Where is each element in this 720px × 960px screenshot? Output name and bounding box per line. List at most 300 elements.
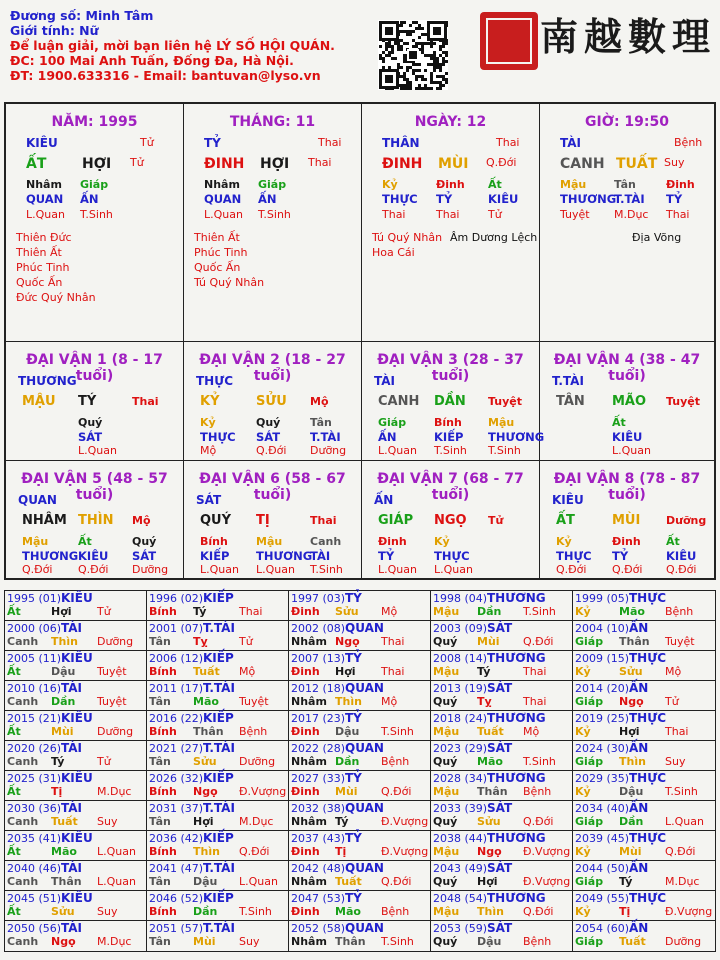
dai-van-hidden-stem: Giáp: [378, 416, 407, 429]
auspicious-star: Thiên Đức: [16, 231, 72, 244]
year-god: T.TÀI: [203, 621, 235, 635]
hidden-stem-stage: M.Dục: [614, 208, 649, 221]
dai-van-hidden-stage: L.Quan: [612, 444, 651, 457]
dai-van-stage: Thai: [310, 514, 337, 527]
year-branch: Hợi: [51, 605, 72, 618]
dai-van-1: [6, 342, 184, 461]
pillar-0: [6, 104, 184, 342]
year-stage: Thai: [523, 665, 547, 678]
dai-van-hidden-stage: Q.Đới: [612, 563, 643, 576]
year-branch: Mão: [193, 695, 219, 708]
year-branch: Ngọ: [477, 845, 502, 858]
year-stem: Giáp: [575, 875, 604, 888]
year-stem: Giáp: [575, 815, 604, 828]
pillar-stem-god: TỶ: [204, 136, 221, 150]
dai-van-title: ĐẠI VẬN 8 (78 - 87 tuổi): [553, 471, 701, 503]
year-branch: Mùi: [335, 785, 358, 798]
year-cell: [5, 831, 147, 861]
dai-van-hidden-god: KIÊU: [78, 549, 109, 563]
dai-van-branch: THÌN: [78, 513, 114, 528]
year-cell: [431, 591, 573, 621]
dai-van-hidden-stage: T.Sinh: [310, 563, 343, 576]
auspicious-star: Quốc Ấn: [194, 261, 241, 274]
year-label: 2032 (38): [291, 802, 346, 815]
hidden-stem-stage: Thai: [382, 208, 406, 221]
year-branch: Tuất: [619, 935, 646, 948]
dai-van-hidden-god: THƯƠNG: [256, 549, 313, 563]
dai-van-hidden-stem: Ất: [612, 416, 626, 429]
year-god: TỶ: [345, 711, 362, 725]
year-label: 2003 (09): [433, 622, 488, 635]
year-cell: [431, 801, 573, 831]
year-label: 2054 (60): [575, 922, 630, 935]
year-cell: [573, 591, 715, 621]
annual-luck-table: [4, 590, 716, 952]
year-stage: T.Sinh: [665, 785, 698, 798]
pillar-stem-stage: Thai: [318, 136, 342, 149]
year-label: 2049 (55): [575, 892, 630, 905]
auspicious-star: Quốc Ấn: [16, 276, 63, 289]
year-stage: T.Sinh: [381, 725, 414, 738]
year-branch: Tý: [335, 815, 349, 828]
hidden-stem-god: QUAN: [26, 192, 64, 206]
year-label: 1998 (04): [433, 592, 488, 605]
year-branch: Hợi: [477, 875, 498, 888]
year-cell: [431, 771, 573, 801]
year-god: QUAN: [345, 681, 384, 695]
year-cell: [289, 771, 431, 801]
dai-van-hidden-stem: Bính: [200, 535, 228, 548]
hidden-stem: Mậu: [560, 178, 587, 191]
dai-van-hidden-stage: Dưỡng: [310, 444, 347, 457]
year-stem: Kỷ: [575, 785, 591, 798]
year-branch: Thìn: [619, 755, 646, 768]
dai-van-hidden-god: KIÊU: [612, 430, 643, 444]
year-stage: L.Quan: [665, 815, 704, 828]
dai-van-title: ĐẠI VẬN 4 (38 - 47 tuổi): [553, 352, 701, 384]
brand-logo: 南越數理: [540, 14, 717, 59]
year-stem: Ất: [7, 785, 21, 798]
year-god: THƯƠNG: [487, 771, 546, 785]
dai-van-branch: TÝ: [78, 394, 97, 409]
year-branch: Dần: [477, 605, 502, 618]
dai-van-stem: TÂN: [556, 394, 585, 409]
year-stage: Bệnh: [665, 605, 694, 618]
year-stage: L.Quan: [239, 875, 278, 888]
hidden-stem-god: KIÊU: [488, 192, 519, 206]
year-god: TỶ: [345, 591, 362, 605]
year-cell: [573, 741, 715, 771]
year-branch: Tý: [51, 755, 65, 768]
year-stem: Bính: [149, 605, 177, 618]
hidden-stem-stage: Thai: [436, 208, 460, 221]
pillar-1: [184, 104, 362, 342]
year-label: 2012 (18): [291, 682, 346, 695]
year-branch: Tuất: [335, 875, 362, 888]
year-god: SÁT: [487, 681, 513, 695]
year-stem: Đinh: [291, 845, 320, 858]
dai-van-hidden-stem: Mậu: [256, 535, 283, 548]
dai-van-6: [184, 461, 362, 580]
red-seal-logo: [480, 12, 538, 70]
pillar-branch: MÙI: [438, 156, 469, 172]
dai-van-stem: KỶ: [200, 394, 220, 409]
hidden-stem-god: T.TÀI: [614, 192, 645, 206]
hidden-stem: Ất: [488, 178, 502, 191]
year-label: 2035 (41): [7, 832, 62, 845]
year-stem: Ất: [7, 905, 21, 918]
client-name: Đương số: Minh Tâm: [10, 8, 154, 23]
year-stem: Đinh: [291, 725, 320, 738]
year-cell: [573, 921, 715, 951]
dai-van-stem: CANH: [378, 394, 420, 409]
year-branch: Tị: [619, 905, 631, 918]
year-stem: Nhâm: [291, 935, 327, 948]
year-stem: Canh: [7, 815, 39, 828]
year-branch: Mão: [51, 845, 77, 858]
year-cell: [431, 891, 573, 921]
year-branch: Dậu: [335, 725, 360, 738]
year-branch: Thân: [51, 875, 82, 888]
year-cell: [573, 861, 715, 891]
year-label: 2043 (49): [433, 862, 488, 875]
year-cell: [431, 921, 573, 951]
year-god: KIÊU: [61, 771, 93, 785]
dai-van-title: ĐẠI VẬN 2 (18 - 27 tuổi): [199, 352, 346, 384]
pillar-stem-god: TÀI: [560, 136, 582, 150]
year-stage: Tuyệt: [665, 635, 695, 648]
year-stage: Bệnh: [239, 725, 268, 738]
year-label: 2007 (13): [291, 652, 346, 665]
year-stem: Canh: [7, 755, 39, 768]
year-stem: Tân: [149, 875, 171, 888]
year-cell: [147, 681, 289, 711]
year-stage: Dưỡng: [97, 635, 134, 648]
year-stage: Dưỡng: [97, 725, 134, 738]
dai-van-hidden-stem: Đinh: [612, 535, 641, 548]
auspicious-star: Tú Quý Nhân: [372, 231, 443, 244]
year-cell: [5, 651, 147, 681]
year-label: 2048 (54): [433, 892, 488, 905]
dai-van-branch: NGỌ: [434, 513, 467, 528]
year-god: ẤN: [629, 681, 649, 695]
year-cell: [289, 891, 431, 921]
year-label: 2029 (35): [575, 772, 630, 785]
year-branch: Mùi: [477, 635, 500, 648]
dai-van-branch: MÃO: [612, 394, 647, 409]
year-branch: Tý: [619, 875, 633, 888]
pillar-stem-god: KIÊU: [26, 136, 58, 150]
auspicious-star: Thiên Ất: [194, 231, 240, 244]
year-label: 2014 (20): [575, 682, 630, 695]
year-label: 2042 (48): [291, 862, 346, 875]
year-stem: Giáp: [575, 635, 604, 648]
dai-van-hidden-god: THỰC: [556, 549, 592, 563]
year-god: SÁT: [487, 801, 513, 815]
year-cell: [573, 801, 715, 831]
year-label: 2031 (37): [149, 802, 204, 815]
dai-van-hidden-stem: Bính: [434, 416, 462, 429]
year-stem: Kỷ: [575, 665, 591, 678]
year-cell: [289, 651, 431, 681]
hidden-stem: Đinh: [666, 178, 695, 191]
dai-van-hidden-stem: Quý: [132, 535, 157, 548]
year-branch: Dần: [51, 695, 76, 708]
year-branch: Thìn: [477, 905, 504, 918]
year-god: KIÊU: [61, 891, 93, 905]
dai-van-hidden-stage: L.Quan: [378, 444, 417, 457]
year-cell: [5, 621, 147, 651]
year-stage: Q.Đới: [523, 635, 554, 648]
hidden-stem: Đinh: [436, 178, 465, 191]
year-stage: Suy: [97, 905, 118, 918]
hidden-stem: Kỷ: [382, 178, 398, 191]
year-stage: Dưỡng: [239, 755, 276, 768]
year-cell: [573, 621, 715, 651]
year-branch: Tuất: [477, 725, 504, 738]
year-god: THỰC: [629, 711, 667, 725]
year-stem: Quý: [433, 875, 458, 888]
client-info: [10, 8, 335, 83]
pillar-branch-stage: Suy: [664, 156, 685, 169]
year-cell: [147, 591, 289, 621]
dai-van-hidden-stage: Q.Đới: [556, 563, 587, 576]
year-branch: Tuất: [193, 665, 220, 678]
year-stem: Tân: [149, 815, 171, 828]
dai-van-stem: MẬU: [22, 394, 56, 409]
year-god: TỶ: [345, 771, 362, 785]
dai-van-hidden-god: TỶ: [612, 549, 629, 563]
special-star: Địa Võng: [632, 231, 682, 244]
year-label: 2050 (56): [7, 922, 62, 935]
year-stem: Ất: [7, 665, 21, 678]
year-cell: [5, 591, 147, 621]
year-stem: Đinh: [291, 605, 320, 618]
dai-van-branch: MÙI: [612, 513, 641, 528]
year-stem: Nhâm: [291, 875, 327, 888]
year-stage: Thai: [665, 725, 689, 738]
year-branch: Thân: [193, 725, 224, 738]
year-cell: [431, 711, 573, 741]
chart-grid: [4, 102, 716, 580]
year-stage: Mộ: [381, 605, 398, 618]
year-god: THƯƠNG: [487, 711, 546, 725]
year-god: KIẾP: [203, 651, 234, 665]
year-branch: Sửu: [477, 815, 501, 828]
year-stem: Bính: [149, 665, 177, 678]
year-branch: Tị: [335, 845, 347, 858]
year-label: 2013 (19): [433, 682, 488, 695]
year-stage: Tử: [97, 755, 111, 768]
year-label: 2000 (06): [7, 622, 62, 635]
year-label: 2023 (29): [433, 742, 488, 755]
year-stage: Bệnh: [381, 755, 410, 768]
year-cell: [5, 771, 147, 801]
auspicious-star: Phúc Tinh: [194, 246, 248, 259]
year-label: 2047 (53): [291, 892, 346, 905]
contact-invite: Để luận giải, mời bạn liên hệ LÝ SỐ HỘI QUÁN.: [10, 38, 335, 53]
year-cell: [5, 801, 147, 831]
pillar-stem: ĐINH: [204, 156, 245, 172]
pillar-stem-stage: Thai: [496, 136, 520, 149]
year-stage: Q.Đới: [523, 905, 554, 918]
year-stage: T.Sinh: [381, 935, 414, 948]
pillar-title: THÁNG: 11: [229, 114, 316, 130]
year-stem: Nhâm: [291, 635, 327, 648]
year-branch: Dậu: [619, 785, 644, 798]
year-stage: Thai: [381, 665, 405, 678]
dai-van-hidden-god: TỶ: [378, 549, 395, 563]
dai-van-hidden-stem: Tân: [310, 416, 332, 429]
year-stage: Bệnh: [523, 785, 552, 798]
dai-van-hidden-stage: T.Sinh: [488, 444, 521, 457]
year-branch: Ngọ: [335, 635, 360, 648]
year-stage: Q.Đới: [381, 785, 412, 798]
year-cell: [289, 681, 431, 711]
year-god: THỰC: [629, 591, 667, 605]
year-god: THƯƠNG: [487, 651, 546, 665]
year-label: 2039 (45): [575, 832, 630, 845]
dai-van-hidden-god: KIÊU: [666, 549, 697, 563]
year-branch: Hợi: [619, 725, 640, 738]
dai-van-hidden-god: KIẾP: [434, 430, 464, 444]
year-label: 2041 (47): [149, 862, 204, 875]
hidden-stem-god: THƯƠNG: [560, 192, 617, 206]
year-stem: Kỷ: [575, 605, 591, 618]
year-label: 2025 (31): [7, 772, 62, 785]
year-god: SÁT: [487, 921, 513, 935]
year-god: ẤN: [629, 801, 649, 815]
year-god: TỶ: [345, 831, 362, 845]
year-cell: [147, 801, 289, 831]
year-god: T.TÀI: [203, 921, 235, 935]
year-label: 2036 (42): [149, 832, 204, 845]
year-stem: Kỷ: [575, 845, 591, 858]
dai-van-hidden-stem: Canh: [310, 535, 342, 548]
year-cell: [573, 891, 715, 921]
dai-van-title: ĐẠI VẬN 1 (8 - 17 tuổi): [26, 352, 163, 384]
year-label: 2018 (24): [433, 712, 488, 725]
year-label: 2001 (07): [149, 622, 204, 635]
pillar-title: GIỜ: 19:50: [585, 114, 669, 130]
year-cell: [147, 651, 289, 681]
dai-van-hidden-stage: L.Quan: [78, 444, 117, 457]
dai-van-hidden-god: SÁT: [132, 549, 157, 563]
hidden-stem-stage: L.Quan: [26, 208, 65, 221]
dai-van-hidden-stem: Quý: [256, 416, 281, 429]
dai-van-hidden-stage: L.Quan: [200, 563, 239, 576]
year-stage: Tuyệt: [239, 695, 269, 708]
year-label: 1995 (01): [7, 592, 62, 605]
year-branch: Sửu: [193, 755, 217, 768]
dai-van-stage: Dưỡng: [666, 514, 707, 527]
year-stage: T.Sinh: [239, 905, 272, 918]
year-stage: Đ.Vượng: [239, 785, 287, 798]
year-god: KIÊU: [61, 831, 93, 845]
year-cell: [5, 681, 147, 711]
year-label: 2011 (17): [149, 682, 204, 695]
dai-van-hidden-god: T.TÀI: [310, 430, 341, 444]
dai-van-god: THƯƠNG: [18, 374, 77, 388]
year-label: 2008 (14): [433, 652, 488, 665]
year-label: 2004 (10): [575, 622, 630, 635]
year-stage: Suy: [239, 935, 260, 948]
dai-van-hidden-stage: L.Quan: [378, 563, 417, 576]
year-stem: Mậu: [433, 605, 460, 618]
year-stage: Đ.Vượng: [523, 875, 571, 888]
year-stem: Kỷ: [575, 905, 591, 918]
dai-van-hidden-stem: Quý: [78, 416, 103, 429]
year-label: 2045 (51): [7, 892, 62, 905]
hidden-stem-stage: T.Sinh: [258, 208, 291, 221]
year-label: 2033 (39): [433, 802, 488, 815]
qr-code: [378, 20, 448, 90]
year-god: QUAN: [345, 621, 384, 635]
year-cell: [147, 741, 289, 771]
year-stem: Mậu: [433, 845, 460, 858]
year-cell: [147, 831, 289, 861]
dai-van-hidden-god: SÁT: [256, 430, 281, 444]
year-stem: Nhâm: [291, 695, 327, 708]
year-stem: Ất: [7, 725, 21, 738]
year-branch: Dần: [193, 905, 218, 918]
auspicious-star: Hoa Cái: [372, 246, 415, 259]
pillar-branch: TUẤT: [616, 156, 658, 172]
year-stage: Dưỡng: [665, 935, 702, 948]
year-stage: T.Sinh: [523, 755, 556, 768]
year-label: 1996 (02): [149, 592, 204, 605]
dai-van-hidden-stem: Kỷ: [200, 416, 216, 429]
year-cell: [573, 831, 715, 861]
year-god: TỶ: [345, 651, 362, 665]
year-god: KIÊU: [61, 591, 93, 605]
auspicious-star: Thiên Ất: [16, 246, 62, 259]
contact-phone-email: ĐT: 1900.633316 - Email: bantuvan@lyso.vn: [10, 68, 321, 83]
year-branch: Mão: [335, 905, 361, 918]
dai-van-god: T.TÀI: [552, 374, 584, 388]
dai-van-7: [362, 461, 540, 580]
year-branch: Tỵ: [477, 695, 492, 708]
year-label: 2046 (52): [149, 892, 204, 905]
year-label: 2040 (46): [7, 862, 62, 875]
dai-van-god: ẤN: [374, 493, 394, 507]
dai-van-hidden-stage: T.Sinh: [434, 444, 467, 457]
year-branch: Dậu: [477, 935, 502, 948]
year-branch: Mùi: [51, 725, 74, 738]
year-label: 2019 (25): [575, 712, 630, 725]
year-god: SÁT: [487, 741, 513, 755]
year-stage: Đ.Vượng: [381, 815, 429, 828]
year-branch: Tý: [477, 665, 491, 678]
year-stage: M.Dục: [239, 815, 274, 828]
year-cell: [289, 921, 431, 951]
year-stem: Ất: [7, 845, 21, 858]
year-branch: Tị: [51, 785, 63, 798]
dai-van-4: [540, 342, 714, 461]
year-label: 1997 (03): [291, 592, 346, 605]
year-god: TÀI: [61, 621, 83, 635]
year-label: 2052 (58): [291, 922, 346, 935]
year-stage: Tử: [97, 605, 111, 618]
year-stage: Suy: [665, 755, 686, 768]
year-god: THỰC: [629, 651, 667, 665]
year-label: 2037 (43): [291, 832, 346, 845]
hidden-stem-stage: L.Quan: [204, 208, 243, 221]
year-label: 2034 (40): [575, 802, 630, 815]
year-stem: Quý: [433, 815, 458, 828]
year-god: THỰC: [629, 891, 667, 905]
year-label: 2017 (23): [291, 712, 346, 725]
